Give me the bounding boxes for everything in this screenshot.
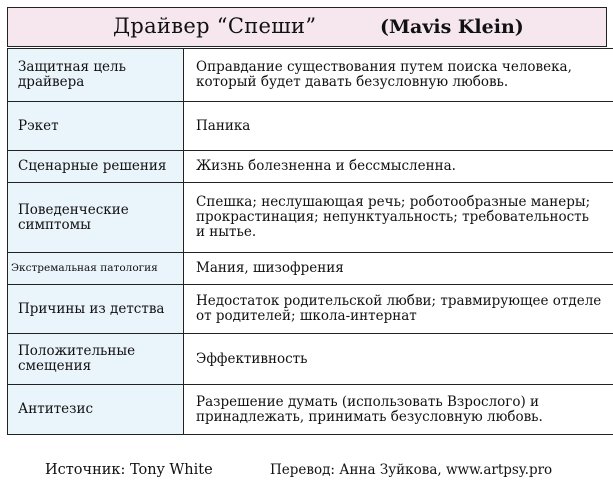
table-row [8,102,613,151]
row-label: Поведенческие симптомы [8,183,184,253]
table-row [8,49,613,102]
row-value [184,253,613,285]
table-row [8,151,613,183]
translation-credit: Перевод: Анна Зуйкова, www.artpsy.pro [270,462,553,478]
table-row [8,253,613,285]
row-label: Рэкет [8,102,184,151]
row-label: Защитная цель драйвера [8,49,184,102]
row-value [184,334,613,385]
row-value-line: Спешка; неслушающая речь; роботообразные манеры; [196,194,591,210]
row-label: Причины из детства [8,285,184,334]
row-value-line: Эффективность [196,350,308,367]
row-value-line: Оправдание существования путем поиска человека, [196,59,572,75]
row-value [184,102,613,151]
row-label: Экстремальная патология [8,253,184,285]
row-label: Положительные смещения [8,334,184,385]
row-value-line: который будет давать безусловную любовь. [196,74,509,90]
table-row [8,385,613,435]
source-credit: Источник: Tony White [45,462,213,478]
row-value [184,385,613,435]
row-value [184,151,613,183]
row-label: Антитезис [8,385,184,435]
table-row [8,183,613,253]
row-label: Сценарные решения [8,151,184,183]
row-value [184,183,613,253]
row-value-line: Жизнь болезненна и бессмысленна. [196,158,456,174]
row-value-line: принадлежать, принимать безусловную любовь. [196,408,543,425]
table-row [8,334,613,385]
title-author: (Mavis Klein) [380,16,524,38]
row-value-line: Разрешение думать (использовать Взрослого) и [196,393,540,410]
row-value [184,49,613,102]
row-value-line: прокрастинация; непунктуальность; требовательность [196,209,589,225]
row-value-line: Паника [196,117,251,134]
table-row [8,285,613,334]
row-value-line: Мания, шизофрения [196,260,344,276]
title-bar [7,7,607,47]
row-value-line: и нытье. [196,224,257,240]
row-value [184,285,613,334]
row-value-line: от родителей; школа-интернат [196,308,417,324]
page-title: Драйвер “Спеши” [113,14,317,38]
driver-table [7,48,613,435]
row-value-line: Недостаток родительской любви; травмирующее отделе [196,293,602,309]
